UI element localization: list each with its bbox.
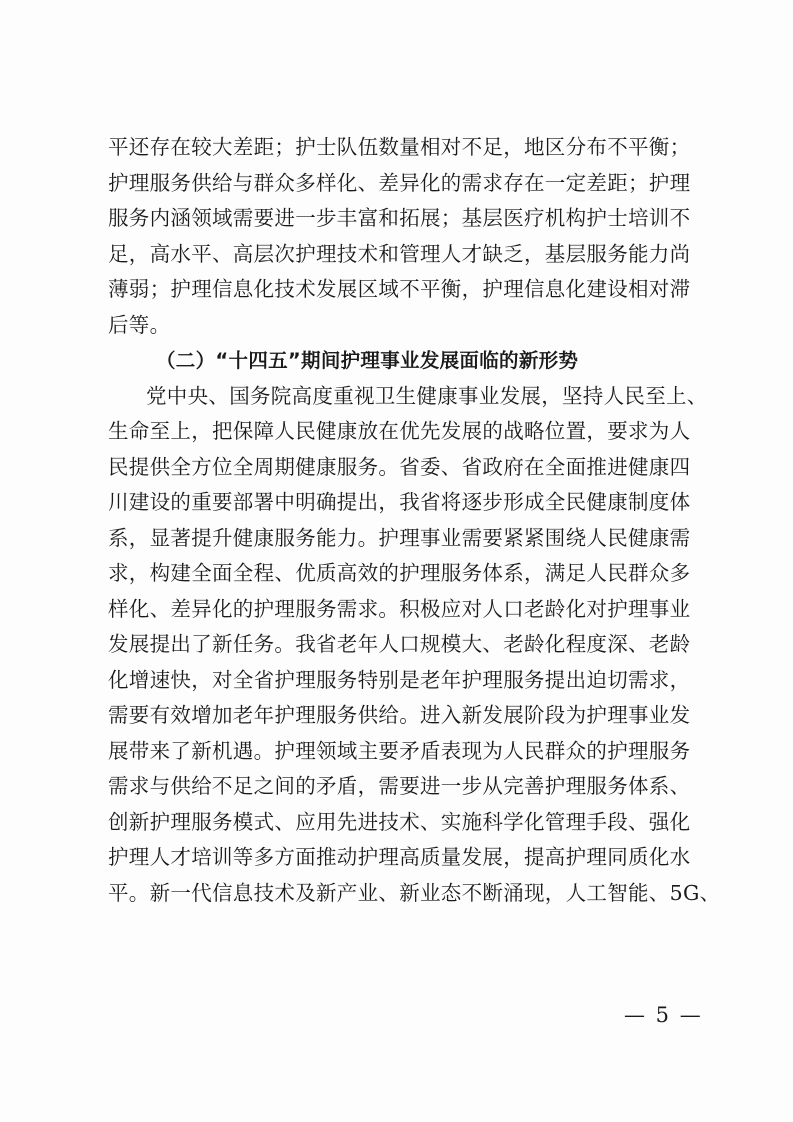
text-line: 后等。 <box>108 312 171 337</box>
text-line: 发展提出了新任务。我省老年人口规模大、老龄化程度深、老龄 <box>108 632 691 656</box>
text-line: 系，显著提升健康服务能力。护理事业需要紧紧围绕人民健康需 <box>108 525 691 550</box>
text-line: 化增速快，对全省护理服务特别是老年护理服务提出迫切需求， <box>108 667 691 692</box>
text-line: 护理服务供给与群众多样化、差异化的需求存在一定差距；护理 <box>108 170 691 195</box>
page-number: — 5 — <box>624 1003 703 1027</box>
text-line: 足，高水平、高层次护理技术和管理人才缺乏，基层服务能力尚 <box>108 241 691 266</box>
text-line: 创新护理服务模式、应用先进技术、实施科学化管理手段、强化 <box>108 809 691 834</box>
text-line: 护理人才培训等多方面推动护理高质量发展，提高护理同质化水 <box>108 845 691 869</box>
text-line: 需求与供给不足之间的矛盾，需要进一步从完善护理服务体系、 <box>108 774 691 798</box>
text-line: 民提供全方位全周期健康服务。省委、省政府在全面推进健康四 <box>108 454 691 479</box>
text-line: 服务内涵领域需要进一步丰富和拓展；基层医疗机构护士培训不 <box>108 206 691 230</box>
text-line: 生命至上，把保障人民健康放在优先发展的战略位置，要求为人 <box>108 419 691 443</box>
body-text <box>108 130 721 911</box>
text-line: 求，构建全面全程、优质高效的护理服务体系，满足人民群众多 <box>108 561 691 585</box>
text-line: 展带来了新机遇。护理领域主要矛盾表现为人民群众的护理服务 <box>108 738 691 763</box>
text-line: 薄弱；护理信息化技术发展区域不平衡，护理信息化建设相对滞 <box>108 277 691 301</box>
section-heading: （二）“十四五”期间护理事业发展面临的新形势 <box>156 349 579 372</box>
text-line: 川建设的重要部署中明确提出，我省将逐步形成全民健康制度体 <box>108 490 691 514</box>
text-line: 党中央、国务院高度重视卫生健康事业发展，坚持人民至上、 <box>146 383 708 408</box>
text-line: 平还存在较大差距；护士队伍数量相对不足，地区分布不平衡； <box>108 135 691 159</box>
text-line: 需要有效增加老年护理服务供给。进入新发展阶段为护理事业发 <box>108 703 691 727</box>
text-line: 平。新一代信息技术及新产业、新业态不断涌现，人工智能、5G、 <box>108 880 721 905</box>
text-line: 样化、差异化的护理服务需求。积极应对人口老龄化对护理事业 <box>108 596 691 621</box>
